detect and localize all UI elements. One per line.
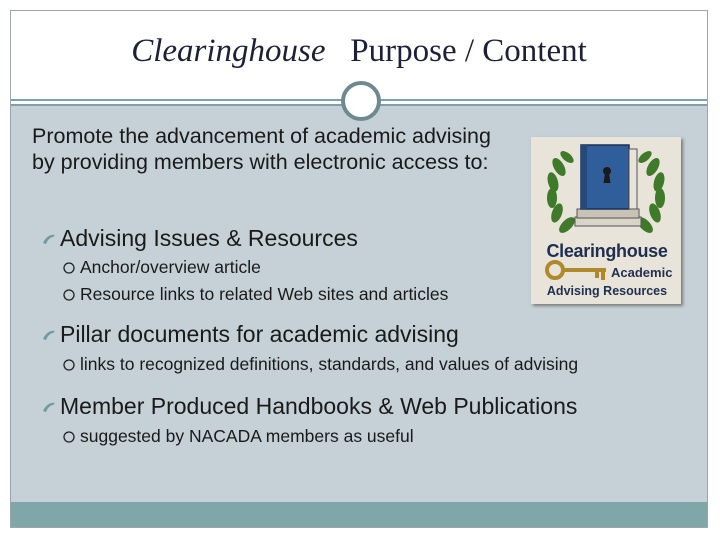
circle-bullet-icon	[62, 430, 76, 444]
section-heading-text: Pillar documents for academic advising	[60, 321, 459, 347]
intro-text: Promote the advancement of academic advising by providing members with electronic access to:	[32, 124, 491, 174]
section-heading	[42, 393, 577, 420]
logo-advising-label: Advising Resources	[546, 284, 668, 298]
circle-bullet-icon	[62, 261, 76, 275]
book-laurel-icon	[531, 137, 681, 242]
section-heading-text: Member Produced Handbooks & Web Publications	[60, 393, 578, 419]
bullet-icon	[42, 401, 56, 415]
bullet-icon	[42, 233, 56, 247]
ring-ornament	[341, 81, 381, 121]
circle-bullet-icon	[62, 288, 76, 302]
section-heading	[42, 321, 459, 348]
title-part1: Clearinghouse	[131, 33, 326, 69]
list-item	[62, 257, 261, 278]
list-item-text: links to recognized definitions, standards, and values of advising	[80, 354, 579, 374]
list-item	[62, 426, 414, 447]
list-item-text: suggested by NACADA members as useful	[80, 426, 414, 446]
circle-bullet-icon	[62, 358, 76, 372]
bullet-icon	[42, 329, 56, 343]
section-heading-text: Advising Issues & Resources	[60, 225, 358, 251]
list-item	[62, 284, 448, 305]
slide-title	[11, 33, 707, 70]
list-item	[62, 354, 578, 375]
section-heading	[42, 225, 358, 252]
logo-academic-label: Academic	[611, 265, 673, 280]
bottom-bar	[11, 502, 707, 527]
clearinghouse-logo	[531, 137, 681, 304]
list-item-text: Resource links to related Web sites and articles	[80, 284, 449, 304]
logo-wordmark: Clearinghouse	[546, 241, 668, 261]
list-item-text: Anchor/overview article	[80, 257, 261, 277]
title-part2: Purpose / Content	[350, 33, 587, 69]
